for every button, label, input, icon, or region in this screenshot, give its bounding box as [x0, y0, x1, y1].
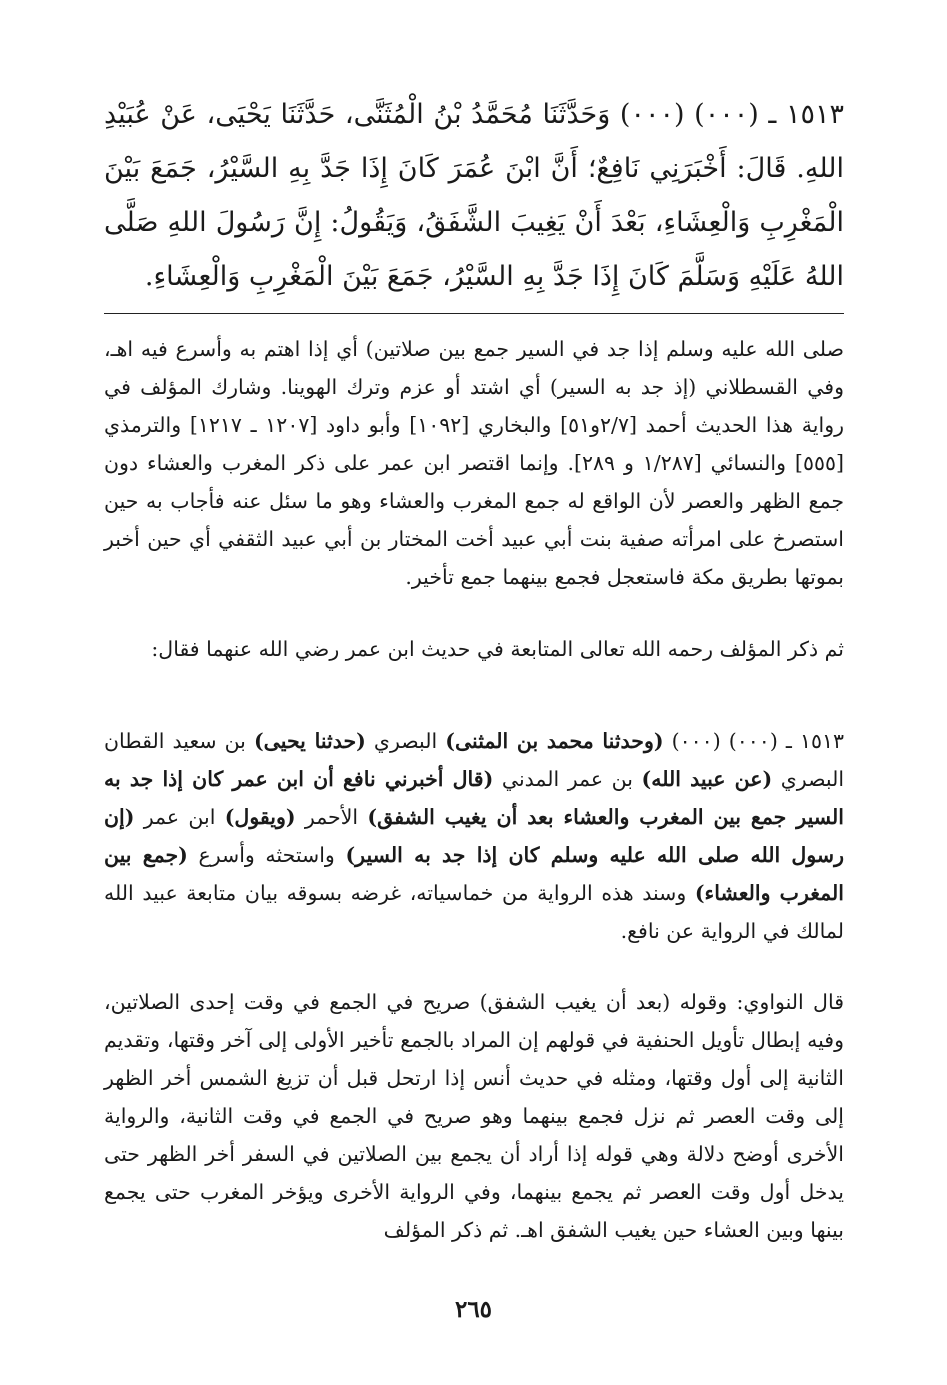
commentary-text-1: صلى الله عليه وسلم إذا جد في السير جمع بين صلاتين) أي إذا اهتم به وأسرع فيه اهـ، وفي القسطلاني (إذ جد به السير) أي اشتد أو عزم وترك الهوينا. وشارك المؤلف في رواية هذا الحديث أحمد [٢/٧و٥١] والبخاري [١٠٩٢] وأبو داود [١٢٠٧ ـ ١٢١٧] والترمذي [٥٥٥] والنسائي [١/٢٨٧ و ٢٨٩]. وإنما اقتصر ابن عمر على ذكر المغرب والعشاء دون جمع الظهر والعصر لأن الواقع له جمع المغرب والعشاء وهو ما سئل عنه فأجاب به حين استصرخ على امرأته صفية بنت أبي عبيد أخت المختار بن أبي عبيد الثقفي أي حين أخبر بموتها بطريق مكة فاستعجل فجمع بينهما جمع تأخير.: [104, 337, 845, 589]
page-number: ٢٦٥: [454, 1296, 493, 1323]
commentary-paragraph-4: [104, 983, 844, 1249]
explanation-text: بن عمر المدني: [493, 767, 642, 791]
commentary-paragraph-3: [104, 722, 844, 950]
quoted-text: (قال أخبرني نافع أن ابن عمر كان إذا جد به السير جمع بين المغرب والعشاء بعد أن يغيب الشفق): [104, 767, 844, 829]
commentary-paragraph-2: [104, 630, 844, 668]
footnote-separator: [104, 313, 844, 314]
explanation-text: وسند هذه الرواية من خماسياته، غرضه بسوقه بيان متابعة عبيد الله لمالك في الرواية عن نافع.: [104, 881, 844, 943]
quoted-text: (حدثنا يحيى): [253, 729, 366, 753]
commentary-text-2: ثم ذكر المؤلف رحمه الله تعالى المتابعة في حديث ابن عمر رضي الله عنهما فقال:: [151, 637, 844, 661]
commentary-paragraph-1: [104, 330, 844, 596]
commentary-text-4: قال النواوي: وقوله (بعد أن يغيب الشفق) صريح في الجمع في وقت إحدى الصلاتين، وفيه إبطال تأويل الحنفية في قولهم إن المراد بالجمع تأخير الأولى إلى آخر وقتها، وتقديم الثانية إلى أول وقتها، ومثله في حديث أنس إذا ارتحل قبل أن تزيغ الشمس أخر الظهر إلى وقت العصر ثم نزل فجمع بينهما وهو صريح في الجمع في وقت الثانية، والرواية الأخرى أوضح دلالة وهي قوله إذا أراد أن يجمع بين الصلاتين في السفر أخر الظهر حتى يدخل أول وقت العصر ثم يجمع بينهما، وفي الرواية الأخرى ويؤخر المغرب حتى يجمع بينها وبين العشاء حين يغيب الشفق اهـ. ثم ذكر المؤلف: [104, 990, 844, 1242]
quoted-text: (ويقول): [224, 805, 296, 829]
explanation-text: الأحمر: [295, 805, 368, 829]
explanation-text: واستحثه وأسرع: [187, 843, 346, 867]
quoted-text: (إن رسول الله صلى الله عليه وسلم كان إذا جد به السير): [104, 805, 844, 867]
explanation-text: بن سعيد القطان البصري: [104, 729, 845, 791]
explanation-text: ابن عمر: [134, 805, 225, 829]
explanation-text: البصري: [365, 729, 446, 753]
quoted-text: (جمع بين المغرب والعشاء): [104, 843, 844, 905]
commentary-text-3: [104, 722, 844, 950]
quoted-text: (عن عبيد الله): [641, 767, 773, 791]
quoted-text: (وحدثنا محمد بن المثنى): [445, 729, 664, 753]
hadith-text: ١٥١٣ ـ (٠٠٠) (٠٠٠) وَحَدَّثَنَا مُحَمَّدُ بْنُ الْمُثَنَّى، حَدَّثَنَا يَحْيَى، عَنْ عُبَيْدِ اللهِ. قَالَ: أَخْبَرَنِي نَافِعٌ؛ أَنَّ ابْنَ عُمَرَ كَانَ إِذَا جَدَّ بِهِ السَّيْرُ، جَمَعَ بَيْنَ الْمَغْرِبِ وَالْعِشَاءِ، بَعْدَ أَنْ يَغِيبَ الشَّفَقُ، وَيَقُولُ: إِنَّ رَسُولَ اللهِ صَلَّى اللهُ عَلَيْهِ وَسَلَّمَ كَانَ إِذَا جَدَّ بِهِ السَّيْرُ، جَمَعَ بَيْنَ الْمَغْرِبِ وَالْعِشَاءِ.: [104, 99, 845, 292]
hadith-number: ١٥١٣ ـ (٠٠٠) (٠٠٠): [663, 729, 845, 753]
